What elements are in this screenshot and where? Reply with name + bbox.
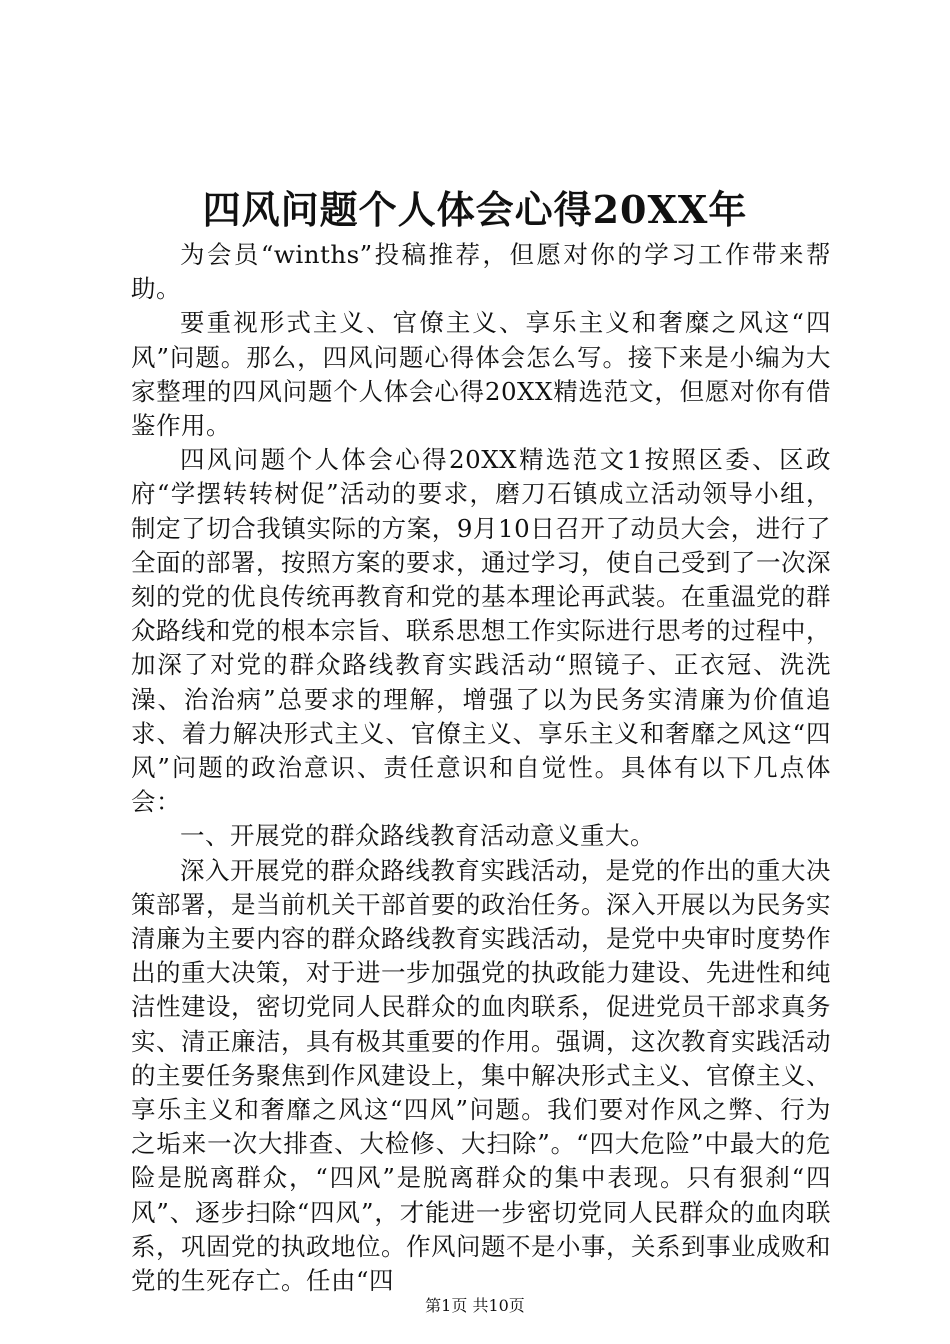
section-heading-1: 一、开展党的群众路线教育活动意义重大。 xyxy=(180,821,655,851)
paragraph-preface: 要重视形式主义、官僚主义、享乐主义和奢糜之风这“四风”问题。那么，四风问题心得体会怎么写。接下来是小编为大家整理的四风问题个人体会心得20XX精选范文，但愿对你有借鉴作用。 xyxy=(131,308,831,441)
paragraph-intro: 为会员“winths”投稿推荐，但愿对你的学习工作带来帮助。 xyxy=(131,240,831,304)
document-body xyxy=(131,238,831,1298)
paragraph-section-1: 深入开展党的群众路线教育实践活动，是党的作出的重大决策部署，是当前机关干部首要的政治任务。深入开展以为民务实清廉为主要内容的群众路线教育实践活动，是党中央审时度势作出的重大决策，对于进一步加强党的执政能力建设、先进性和纯洁性建设，密切党同人民群众的血肉联系，促进党员干部求真务实、清正廉洁，具有极其重要的作用。强调，这次教育实践活动的主要任务聚焦到作风建设上，集中解决形式主义、官僚主义、享乐主义和奢靡之风这“四风”问题。我们要对作风之弊、行为之垢来一次大排查、大检修、大扫除”。“四大危险”中最大的危险是脱离群众，“四风”是脱离群众的集中表现。只有狠刹“四风”、逐步扫除“四风”，才能进一步密切党同人民群众的血肉联系，巩固党的执政地位。作风问题不是小事，关系到事业成败和党的生死存亡。任由“四 xyxy=(131,855,831,1296)
paragraph-essay-1: 四风问题个人体会心得20XX精选范文1按照区委、区政府“学摆转转树促”活动的要求，磨刀石镇成立活动领导小组，制定了切合我镇实际的方案，9月10日召开了动员大会，进行了全面的部署，按照方案的要求，通过学习，使自己受到了一次深刻的党的优良传统再教育和党的基本理论再武装。在重温党的群众路线和党的根本宗旨、联系思想工作实际进行思考的过程中，加深了对党的群众路线教育实践活动“照镜子、正衣冠、洗洗澡、治治病”总要求的理解，增强了以为民务实清廉为价值追求、着力解决形式主义、官僚主义、享乐主义和奢靡之风这“四风”问题的政治意识、责任意识和自觉性。具体有以下几点体会： xyxy=(131,445,831,817)
document-title: 四风问题个人体会心得20XX年 xyxy=(202,187,748,232)
page-footer: 第1页 共10页 xyxy=(425,1296,525,1315)
